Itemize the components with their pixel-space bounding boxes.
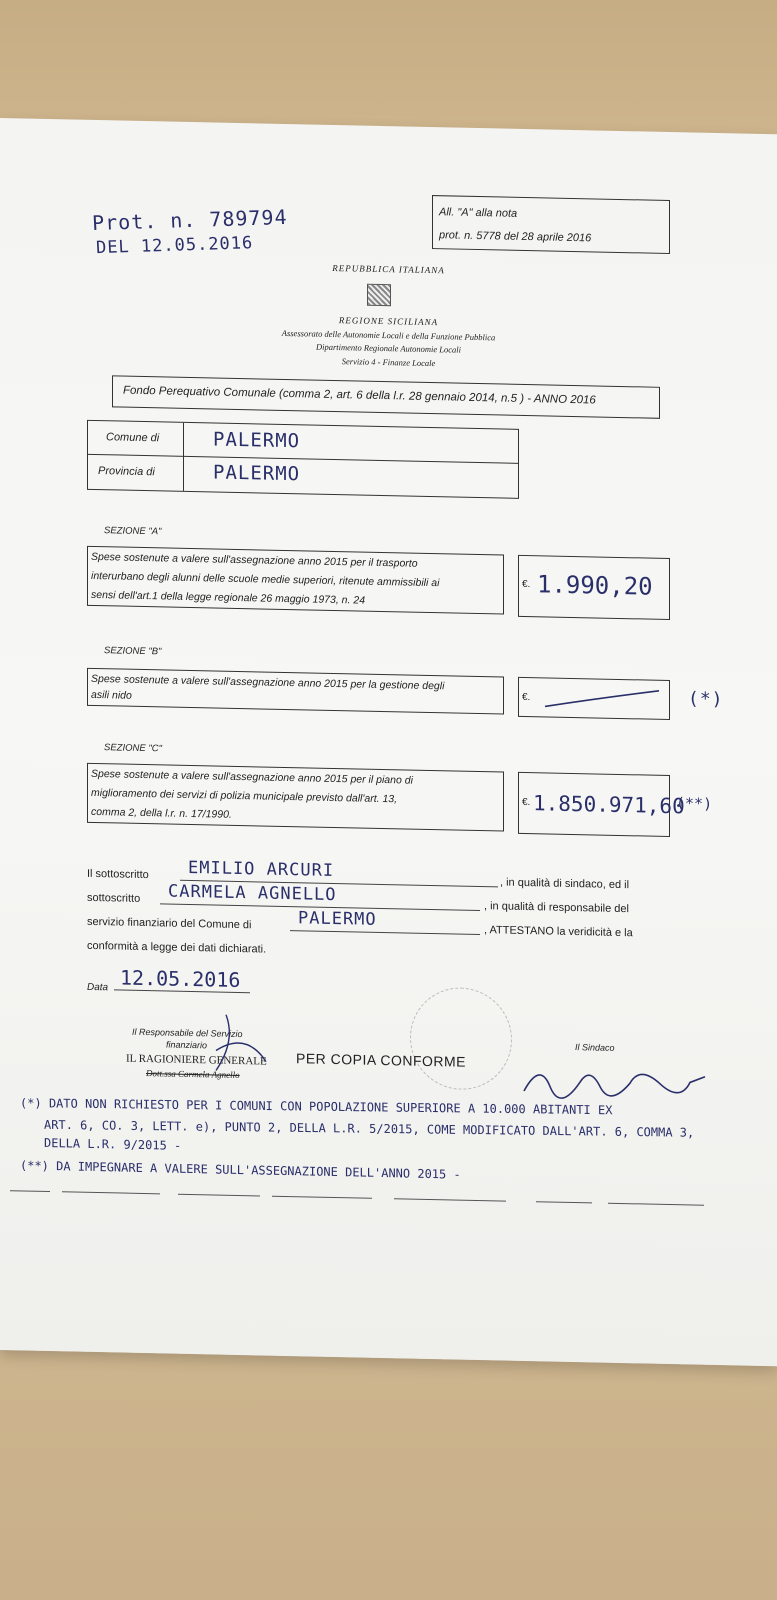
sezione-a-currency: €.	[522, 578, 531, 591]
sezione-a-amount: 1.990,20	[537, 570, 653, 601]
handwritten-date: DEL 12.05.2016	[95, 233, 254, 259]
sezione-b-box	[87, 668, 504, 715]
handwritten-prot: Prot. n. 789794	[91, 204, 289, 236]
sezione-c-box	[87, 763, 504, 832]
sezione-c-amount: 1.850.971,60	[533, 791, 685, 819]
attest-comune: PALERMO	[298, 908, 377, 930]
document-page	[0, 118, 777, 1366]
sezione-a-title: SEZIONE "A"	[104, 525, 162, 538]
strike-line-icon	[543, 684, 661, 712]
allegato-line2: prot. n. 5778 del 28 aprile 2016	[439, 229, 592, 245]
servizio: Servizio 4 - Finanze Locale	[341, 356, 436, 369]
data-field	[114, 965, 250, 993]
fondo-title: Fondo Perequativo Comunale (comma 2, art. 6 della l.r. 28 gennaio 2014, n.5 ) - ANNO 2016	[123, 384, 596, 407]
sezione-b-text2: asili nido	[91, 688, 132, 702]
data-label: Data	[87, 981, 109, 994]
sindaco-name: EMILIO ARCURI	[188, 857, 335, 881]
attest-l3b: , ATTESTANO la veridicità e la	[484, 924, 633, 940]
responsabile-signature	[196, 1010, 276, 1082]
divider	[10, 1190, 50, 1192]
repubblica-italiana: REPUBBLICA ITALIANA	[332, 262, 445, 276]
official-seal	[410, 987, 512, 1091]
sezione-c-title: SEZIONE "C"	[104, 742, 162, 755]
comune-field	[290, 908, 480, 935]
attest-l2b: , in qualità di responsabile del	[484, 900, 629, 916]
sezione-c-note: (**)	[676, 794, 713, 813]
note-1-line2: ART. 6, CO. 3, LETT. e), PUNTO 2, DELLA L.R. 5/2015, COME MODIFICATO DALL'ART. 6, COMMA 3,	[43, 1117, 695, 1140]
note-1-line3: DELLA L.R. 9/2015 -	[44, 1135, 182, 1153]
sezione-a-box	[87, 546, 504, 615]
sezione-a-text3: sensi dell'art.1 della legge regionale 26 maggio 1973, n. 24	[91, 588, 366, 607]
sezione-c-text3: comma 2, della l.r. n. 17/1990.	[91, 805, 232, 821]
comune-value: PALERMO	[213, 428, 301, 453]
allegato-line1: All. "A" alla nota	[439, 206, 518, 220]
provincia-label: Provincia di	[98, 465, 155, 479]
note-2: (**) DA IMPEGNARE A VALERE SULL'ASSEGNAZIONE DELL'ANNO 2015 -	[20, 1158, 461, 1182]
sezione-c-currency: €.	[522, 796, 531, 809]
allegato-box	[432, 195, 670, 254]
note-1-line1: (*) DATO NON RICHIESTO PER I COMUNI CON POPOLAZIONE SUPERIORE A 10.000 ABITANTI EX	[19, 1096, 613, 1118]
divider	[62, 1191, 160, 1194]
attest-l3a: servizio finanziario del Comune di	[87, 915, 252, 932]
attest-l1b: , in qualità di sindaco, ed il	[500, 876, 630, 892]
responsabile-name: CARMELA AGNELLO	[168, 881, 337, 906]
divider	[178, 1194, 260, 1197]
sezione-a-text2: interurbano degli alunni delle scuole medie superiori, ritenute ammissibili ai	[91, 569, 440, 590]
sezione-b-note: (*)	[688, 688, 724, 711]
sindaco-label: Il Sindaco	[575, 1042, 615, 1053]
sezione-a-amount-box	[518, 555, 670, 620]
sezione-c-text2: miglioramento dei servizi di polizia municipale previsto dall'art. 13,	[91, 786, 398, 806]
attest-l1a: Il sottoscritto	[87, 867, 149, 882]
sezione-b-text1: Spese sostenute a valere sull'assegnazione anno 2015 per la gestione degli	[91, 672, 445, 693]
responsabile-label2: finanziario	[166, 1039, 208, 1051]
emblem-icon	[367, 284, 391, 307]
responsabile-label1: Il Responsabile del Servizio	[132, 1026, 243, 1040]
data-value: 12.05.2016	[120, 965, 241, 993]
sindaco-signature	[520, 1051, 710, 1105]
sezione-c-amount-box	[518, 772, 685, 837]
provincia-value: PALERMO	[213, 461, 301, 486]
attest-l4: conformità a legge dei dati dichiarati.	[87, 939, 267, 956]
fondo-title-box	[112, 375, 660, 418]
attest-l2a: sottoscritto	[87, 891, 141, 905]
comune-label: Comune di	[106, 431, 160, 445]
sezione-c-text1: Spese sostenute a valere sull'assegnazione anno 2015 per il piano di	[91, 767, 413, 787]
sezione-a-text1: Spese sostenute a valere sull'assegnazione anno 2015 per il trasporto	[91, 550, 418, 570]
assessorato: Assessorato delle Autonomie Locali e della Funzione Pubblica	[281, 327, 496, 343]
copia-conforme: PER COPIA CONFORME	[296, 1050, 467, 1070]
regione-siciliana: REGIONE SICILIANA	[338, 315, 439, 328]
sezione-b-currency: €.	[522, 691, 531, 704]
divider	[394, 1198, 506, 1201]
divider	[272, 1196, 372, 1199]
comune-table	[87, 420, 519, 499]
dipartimento: Dipartimento Regionale Autonomie Locali	[315, 341, 462, 355]
divider	[536, 1201, 592, 1203]
sezione-b-title: SEZIONE "B"	[104, 645, 162, 658]
sezione-b-amount-box	[518, 677, 670, 720]
ragioniere-name: Dott.ssa Carmela Agnello	[146, 1068, 240, 1081]
ragioniere-stamp: IL RAGIONIERE GENERALE	[126, 1052, 267, 1068]
divider	[608, 1203, 704, 1206]
